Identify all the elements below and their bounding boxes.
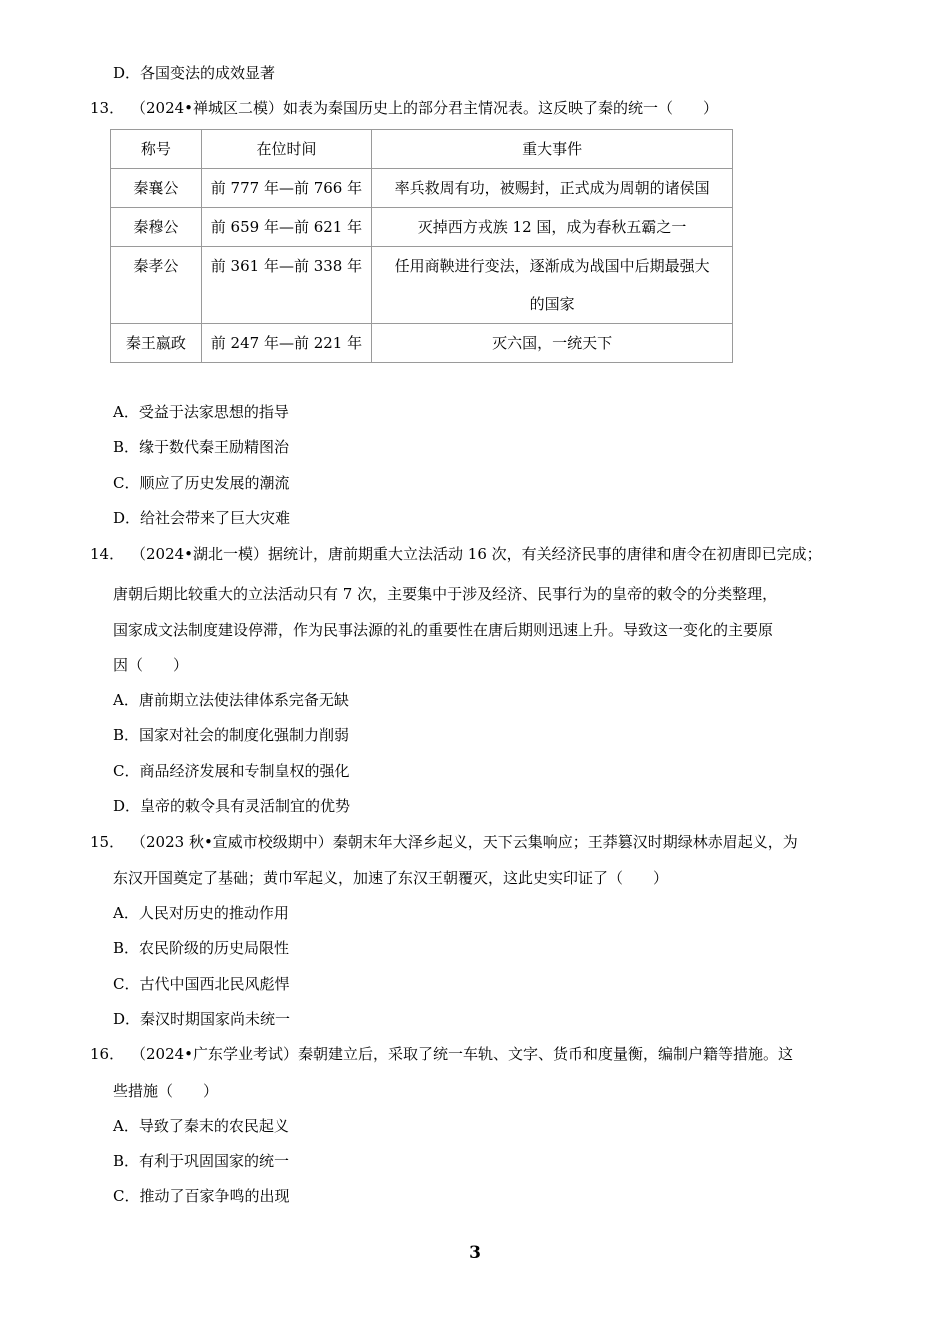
table-row — [111, 208, 733, 247]
question-stem-line: （2024•广东学业考试）秦朝建立后，采取了统一车轨、文字、货币和度量衡，编制户籍等措施。这 — [131, 1045, 794, 1063]
table-cell: 灭六国，一统天下 — [372, 324, 733, 363]
table-cell: 前 777 年—前 766 年 — [201, 169, 371, 208]
table-cell: 率兵救周有功，被赐封，正式成为周朝的诸侯国 — [372, 169, 733, 208]
question-stem-line: 唐朝后期比较重大的立法活动只有 7 次，主要集中于涉及经济、民事行为的皇帝的敕令的分类整理， — [113, 585, 778, 603]
table-cell: 秦孝公 — [111, 247, 202, 324]
option-a: A．唐前期立法使法律体系完备无缺 — [113, 691, 349, 709]
monarch-table — [110, 129, 733, 363]
option-a: A．导致了秦末的农民起义 — [113, 1117, 289, 1135]
question-stem-line: （2024•湖北一模）据统计，唐前期重大立法活动 16 次，有关经济民事的唐律和唐令在初唐即已完成； — [131, 545, 822, 563]
table-cell-line: 任用商鞅进行变法，逐渐成为战国中后期最强大 — [394, 257, 710, 275]
option-b: B．国家对社会的制度化强制力削弱 — [113, 726, 350, 744]
table-cell: 秦襄公 — [111, 169, 202, 208]
table-cell-line: 的国家 — [529, 295, 575, 313]
table-cell — [372, 247, 733, 324]
option-d: D．各国变法的成效显著 — [113, 64, 276, 82]
option-c: C．商品经济发展和专制皇权的强化 — [113, 762, 350, 780]
question-stem-line: （2023 秋•宣威市校级期中）秦朝末年大泽乡起义，天下云集响应；王莽篡汉时期绿林赤眉起义，为 — [131, 833, 798, 851]
table-row — [111, 247, 733, 324]
table-row — [111, 324, 733, 363]
table-header: 重大事件 — [372, 130, 733, 169]
table-cell: 前 361 年—前 338 年 — [201, 247, 371, 324]
option-a: A．人民对历史的推动作用 — [113, 904, 289, 922]
option-b: B．农民阶级的历史局限性 — [113, 939, 290, 957]
table-cell: 秦王嬴政 — [111, 324, 202, 363]
option-d: D．给社会带来了巨大灾难 — [113, 509, 291, 527]
question-number: 15． — [90, 833, 125, 851]
question-stem-line: 东汉开国奠定了基础；黄巾军起义，加速了东汉王朝覆灭，这此史实印证了（ ） — [113, 869, 669, 887]
option-c: C．古代中国西北民风彪悍 — [113, 975, 290, 993]
option-b: B．有利于巩固国家的统一 — [113, 1152, 290, 1170]
question-number: 13． — [90, 99, 125, 117]
table-cell: 前 247 年—前 221 年 — [201, 324, 371, 363]
table-header: 称号 — [111, 130, 202, 169]
question-number: 14． — [90, 545, 125, 563]
question-stem-line: 些措施（ ） — [113, 1082, 219, 1100]
option-d: D．皇帝的敕令具有灵活制宜的优势 — [113, 797, 351, 815]
question-stem: （2024•禅城区二模）如表为秦国历史上的部分君主情况表。这反映了秦的统一（ ） — [131, 99, 719, 117]
table-header: 在位时间 — [201, 130, 371, 169]
question-stem-line: 因（ ） — [113, 656, 189, 674]
table-row — [111, 169, 733, 208]
table-cell: 秦穆公 — [111, 208, 202, 247]
page-number: 3 — [469, 1243, 481, 1263]
table-cell: 前 659 年—前 621 年 — [201, 208, 371, 247]
table-header-row — [111, 130, 733, 169]
question-number: 16． — [90, 1045, 125, 1063]
option-d: D．秦汉时期国家尚未统一 — [113, 1010, 291, 1028]
option-b: B．缘于数代秦王励精图治 — [113, 438, 290, 456]
option-a: A．受益于法家思想的指导 — [113, 403, 289, 421]
table-cell: 灭掉西方戎族 12 国，成为春秋五霸之一 — [372, 208, 733, 247]
question-stem-line: 国家成文法制度建设停滞，作为民事法源的礼的重要性在唐后期则迅速上升。导致这一变化的主要原 — [113, 621, 774, 639]
option-c: C．推动了百家争鸣的出现 — [113, 1187, 290, 1205]
option-c: C．顺应了历史发展的潮流 — [113, 474, 290, 492]
